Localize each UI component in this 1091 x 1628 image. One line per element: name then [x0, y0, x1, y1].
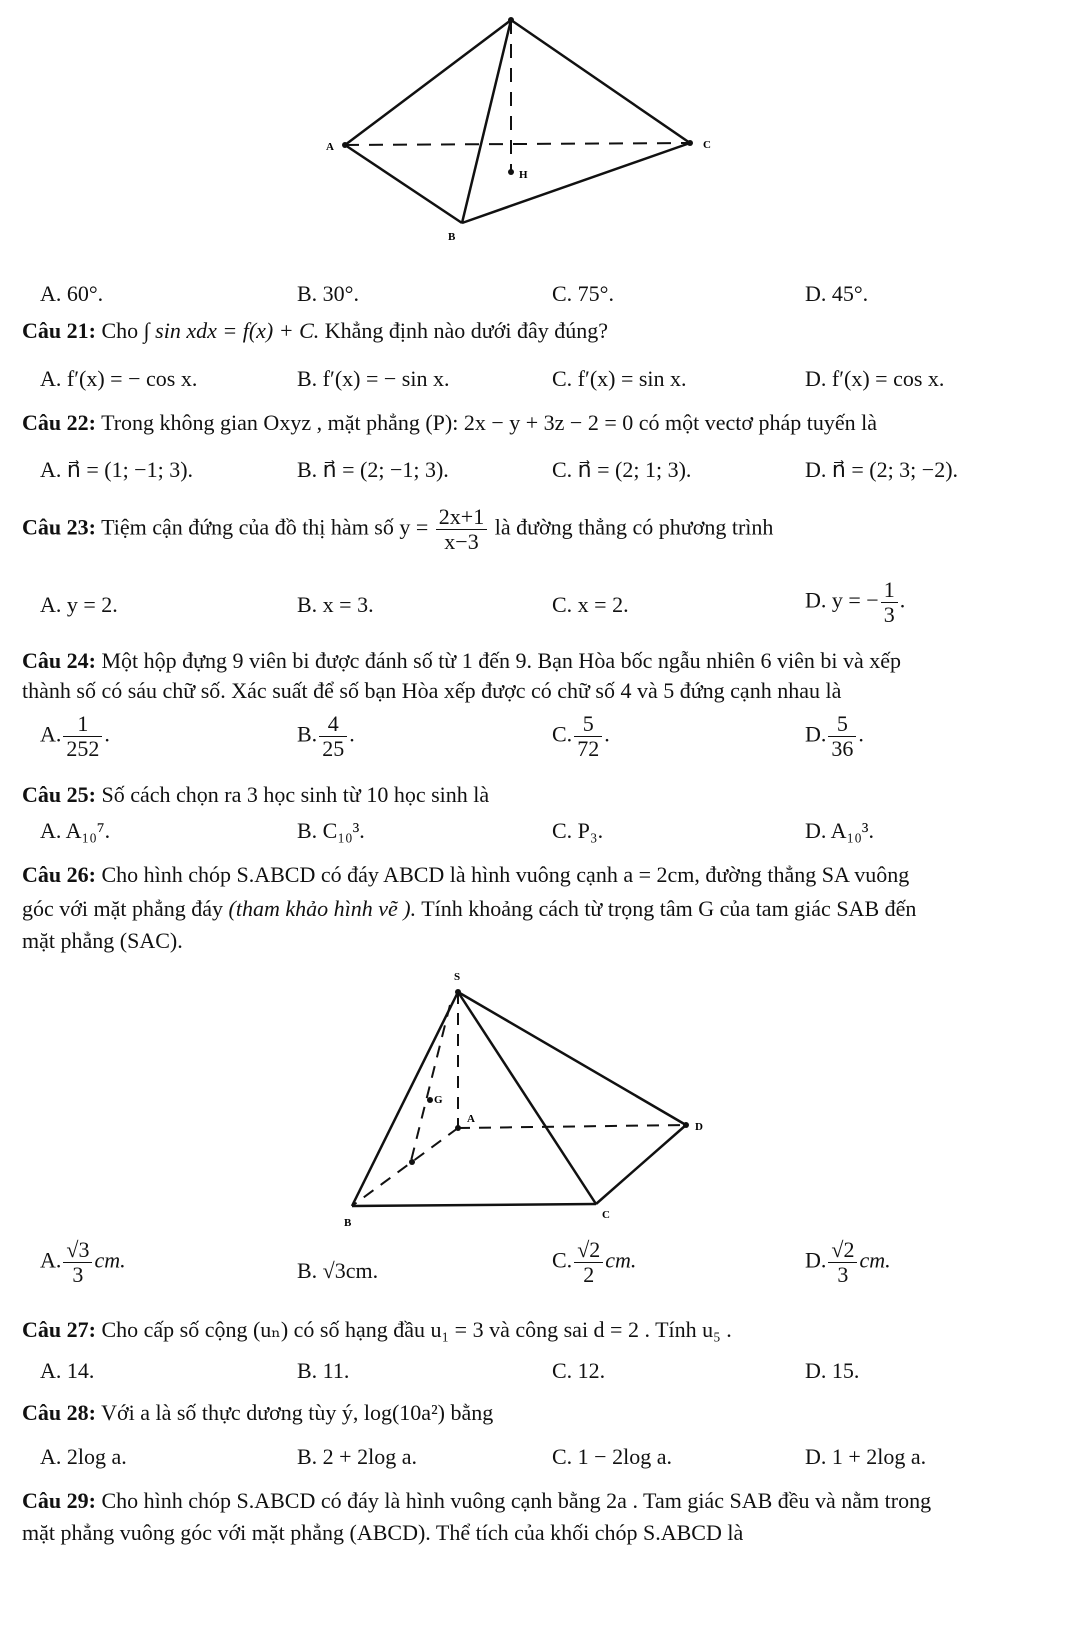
label-c: C	[703, 139, 711, 151]
q26-text-1: Cho hình chóp S.ABCD có đáy ABCD là hình vuông cạnh a = 2cm, đường thẳng SA vuông	[101, 862, 910, 887]
q23-number: Câu 23:	[22, 514, 96, 540]
q24-line-1	[22, 646, 901, 676]
q26-number: Câu 26:	[22, 862, 96, 887]
q28-option-a[interactable]: A. 2log a.	[40, 1444, 127, 1469]
q21-integral: ∫ sin xdx = f(x) + C.	[143, 318, 320, 343]
q24-text-1: Một hộp đựng 9 viên bi được đánh số từ 1 đến 9. Bạn Hòa bốc ngẫu nhiên 6 viên bi và xếp	[101, 648, 902, 673]
q22-number: Câu 22:	[22, 410, 96, 435]
q26-c-den: 2	[583, 1262, 595, 1287]
q24-c-num: 5	[574, 712, 602, 737]
q24-b-den: 25	[322, 736, 345, 761]
q27-option-b[interactable]: B. 11.	[297, 1358, 350, 1383]
edge-ad-hidden	[458, 1125, 686, 1128]
q27-stem	[22, 1315, 732, 1345]
edge-sc	[458, 992, 596, 1204]
q23-text-post: là đường thẳng có phương trình	[494, 514, 774, 540]
q25-text: Số cách chọn ra 3 học sinh từ 10 học sinh là	[101, 782, 490, 807]
q25-option-d[interactable]: D. A₁₀³.	[805, 818, 874, 843]
label-a: A	[326, 141, 334, 153]
q26-d-den: 3	[837, 1262, 849, 1287]
q27-number: Câu 27:	[22, 1317, 96, 1342]
q23-frac-den: x−3	[444, 529, 479, 554]
q21-option-c[interactable]: C. f′(x) = sin x.	[552, 366, 687, 391]
q24-c-label: C.	[552, 721, 573, 747]
q21-text-pre: Cho	[101, 318, 139, 343]
q24-d-num: 5	[828, 712, 856, 737]
q24-line-2: thành số có sáu chữ số. Xác suất để số bạn Hòa xếp được có chữ số 4 và 5 đứng cạnh nhau là	[22, 678, 842, 703]
q27-option-d[interactable]: D. 15.	[805, 1358, 860, 1383]
q26-c-num: √2	[574, 1238, 603, 1263]
edge-bc	[462, 143, 690, 223]
q24-option-d[interactable]: D. $\frac{5}{36}$ .	[805, 711, 864, 761]
q25-stem	[22, 780, 489, 810]
q24-c-den: 72	[577, 736, 600, 761]
median-g-hidden	[410, 1005, 450, 1165]
q23-option-d[interactable]	[805, 578, 905, 627]
q26-a-label: A.	[40, 1247, 62, 1273]
q26-line-1	[22, 860, 909, 890]
edge-sc	[511, 20, 690, 143]
q25-option-b[interactable]: B. C₁₀³.	[297, 818, 365, 843]
label-d: D	[695, 1121, 703, 1133]
q21-stem	[22, 316, 608, 346]
q20-option-c[interactable]: C. 75°.	[552, 281, 614, 306]
q21-number: Câu 21:	[22, 318, 96, 343]
q23-fraction	[436, 505, 487, 554]
q29-line-2: mặt phẳng vuông góc với mặt phẳng (ABCD). Thể tích của khối chóp S.ABCD là	[22, 1520, 744, 1545]
figure-2-pyramid	[330, 960, 750, 1230]
q26-a-num: √3	[63, 1238, 92, 1263]
q22-option-c[interactable]: C. n⃗ = (2; 1; 3).	[552, 457, 692, 482]
q26-d-label: D.	[805, 1247, 827, 1273]
q29-text-1: Cho hình chóp S.ABCD có đáy là hình vuông cạnh bằng 2a . Tam giác SAB đều và nằm trong	[101, 1488, 932, 1513]
q25-option-c[interactable]: C. P₃.	[552, 818, 604, 843]
q28-text: Với a là số thực dương tùy ý, log(10a²) bằng	[101, 1400, 494, 1425]
q24-b-num: 4	[319, 712, 347, 737]
q29-line-1	[22, 1486, 931, 1516]
q24-d-den: 36	[831, 736, 854, 761]
edge-ab-hidden	[352, 1128, 458, 1206]
q20-option-d[interactable]: D. 45°.	[805, 281, 869, 306]
q23-d-num: 1	[881, 578, 898, 603]
q24-number: Câu 24:	[22, 648, 96, 673]
q22-stem	[22, 408, 877, 438]
q26-d-num: √2	[828, 1238, 857, 1263]
q29-number: Câu 29:	[22, 1488, 96, 1513]
q23-d-post: .	[899, 587, 906, 613]
label-b: B	[344, 1217, 352, 1229]
q26-c-label: C.	[552, 1247, 573, 1273]
q21-option-a[interactable]: A. f′(x) = − cos x.	[40, 366, 198, 391]
figure-1-pyramid	[300, 10, 740, 250]
q28-option-d[interactable]: D. 1 + 2log a.	[805, 1444, 927, 1469]
edge-sd	[458, 992, 686, 1125]
q26-text-2-pre: góc với mặt phẳng đáy	[22, 896, 224, 921]
q23-text-pre: Tiệm cận đứng của đồ thị hàm số y =	[101, 514, 429, 540]
edge-ab	[345, 145, 462, 223]
q22-option-b[interactable]: B. n⃗ = (2; −1; 3).	[297, 457, 449, 482]
q27-text: Cho cấp số cộng (uₙ) có số hạng đầu u₁ = 3 và công sai d = 2 . Tính u₅ .	[101, 1317, 732, 1342]
q23-option-b[interactable]: B. x = 3.	[297, 592, 374, 617]
q24-option-a[interactable]: A. $\frac{1}{252}$ .	[40, 711, 110, 761]
label-b: B	[448, 231, 456, 243]
q27-option-c[interactable]: C. 12.	[552, 1358, 606, 1383]
q23-stem	[22, 505, 773, 554]
q23-d-den: 3	[883, 602, 895, 627]
q24-a-num: 1	[63, 712, 102, 737]
q22-option-d[interactable]: D. n⃗ = (2; 3; −2).	[805, 457, 959, 482]
q23-frac-num: 2x+1	[436, 505, 487, 530]
q27-option-a[interactable]: A. 14.	[40, 1358, 95, 1383]
q20-option-a[interactable]: A. 60°.	[40, 281, 104, 306]
label-s: S	[454, 971, 461, 983]
q24-d-label: D.	[805, 721, 827, 747]
q21-text-post: Khẳng định nào dưới đây đúng?	[324, 318, 608, 343]
edge-bc	[352, 1204, 596, 1206]
q24-option-b[interactable]: B. $\frac{4}{25}$ .	[297, 711, 355, 761]
q26-d-unit: cm.	[859, 1247, 891, 1273]
q26-a-den: 3	[72, 1262, 84, 1287]
q25-number: Câu 25:	[22, 782, 96, 807]
q22-option-a[interactable]: A. n⃗ = (1; −1; 3).	[40, 457, 194, 482]
q28-stem	[22, 1398, 493, 1428]
q26-a-unit: cm.	[94, 1247, 126, 1273]
q28-option-b[interactable]: B. 2 + 2log a.	[297, 1444, 417, 1469]
q26-option-d[interactable]	[805, 1238, 891, 1287]
label-a: A	[467, 1113, 475, 1125]
q24-b-label: B.	[297, 721, 318, 747]
label-g: G	[434, 1094, 443, 1106]
label-c: C	[602, 1209, 610, 1221]
q26-c-unit: cm.	[605, 1247, 637, 1273]
q24-option-c[interactable]: C. $\frac{5}{72}$ .	[552, 711, 610, 761]
q26-option-c[interactable]	[552, 1238, 636, 1287]
q25-option-a[interactable]: A. A₁₀⁷.	[40, 818, 111, 843]
q24-a-label: A.	[40, 721, 62, 747]
label-h: H	[519, 169, 528, 181]
q26-line-2	[22, 894, 916, 924]
q21-option-d[interactable]: D. f′(x) = cos x.	[805, 366, 945, 391]
q28-option-c[interactable]: C. 1 − 2log a.	[552, 1444, 672, 1469]
q26-text-2-italic: (tham khảo hình vẽ ).	[228, 896, 417, 921]
q24-a-den: 252	[66, 736, 100, 761]
q21-option-b[interactable]: B. f′(x) = − sin x.	[297, 366, 450, 391]
q23-option-a[interactable]: A. y = 2.	[40, 592, 118, 617]
edge-cd	[596, 1125, 686, 1204]
q26-text-2-post: Tính khoảng cách từ trọng tâm G của tam giác SAB đến	[421, 896, 917, 921]
q20-option-b[interactable]: B. 30°.	[297, 281, 359, 306]
q22-text: Trong không gian Oxyz , mặt phẳng (P): 2x − y + 3z − 2 = 0 có một vectơ pháp tuyến là	[101, 410, 878, 435]
q23-option-c[interactable]: C. x = 2.	[552, 592, 629, 617]
q26-line-3: mặt phẳng (SAC).	[22, 928, 183, 953]
q26-option-b[interactable]: B. √3cm.	[297, 1258, 379, 1283]
edge-ac-hidden	[345, 143, 690, 145]
q26-option-a[interactable]	[40, 1238, 126, 1287]
q23-d-pre: D. y = −	[805, 587, 879, 613]
q28-number: Câu 28:	[22, 1400, 96, 1425]
